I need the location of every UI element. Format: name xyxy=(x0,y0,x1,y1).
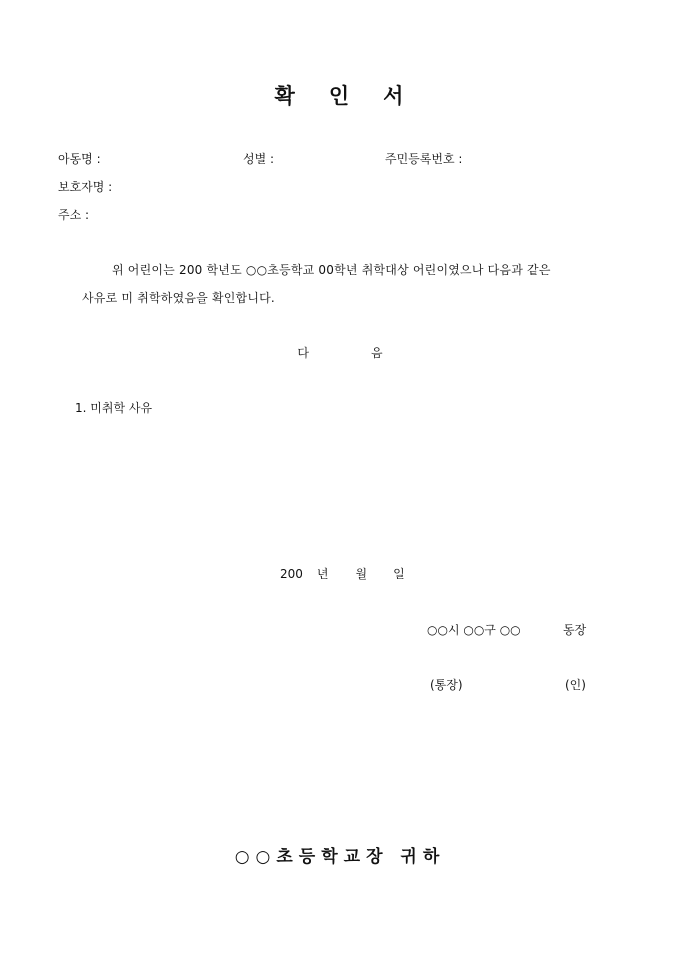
date-year-unit: 년 xyxy=(316,567,329,581)
issuer-office: ○○시 ○○구 ○○ xyxy=(427,623,521,637)
recipient-line: ○○초등학교장 귀하 xyxy=(234,847,446,867)
body-text-line-1: 위 어린이는 200 학년도 ○○초등학교 00학년 취학대상 어린이였으나 다음과 같은 xyxy=(112,263,551,277)
guardian-name-label: 보호자명 : xyxy=(58,180,113,194)
title-char-3: 서 xyxy=(383,84,406,108)
body-text-line-2: 사유로 미 취학하였음을 확인합니다. xyxy=(82,291,275,305)
title-char-2: 인 xyxy=(328,84,352,108)
seal-label: (인) xyxy=(565,678,586,692)
date-day-unit: 일 xyxy=(393,567,405,581)
section-heading xyxy=(0,344,680,361)
address-label: 주소 : xyxy=(58,208,90,222)
date-year: 200 xyxy=(280,567,303,581)
document-title xyxy=(0,80,680,110)
document-date xyxy=(280,565,405,582)
tongjang-label: (통장) xyxy=(430,678,463,692)
item-non-enrollment-reason: 1. 미취학 사유 xyxy=(75,401,153,415)
resident-number-label: 주민등록번호 : xyxy=(385,152,463,166)
title-char-1: 확 xyxy=(274,84,297,108)
section-heading-char-2: 음 xyxy=(371,346,383,360)
section-heading-char-1: 다 xyxy=(297,346,309,360)
child-name-label: 아동명 : xyxy=(58,152,101,166)
gender-label: 성별 : xyxy=(243,152,275,166)
date-month-unit: 월 xyxy=(355,567,368,581)
issuer-role: 동장 xyxy=(563,623,587,637)
